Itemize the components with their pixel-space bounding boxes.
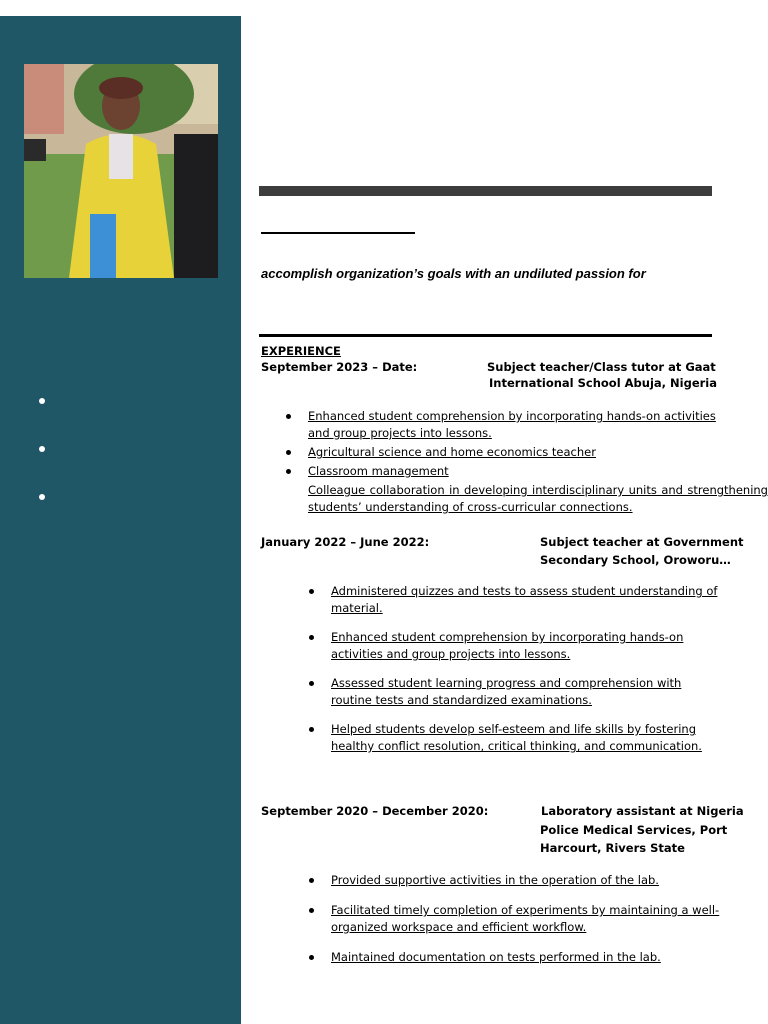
job-dates: September 2020 – December 2020:	[261, 804, 489, 818]
job-bullet-list	[331, 583, 721, 767]
job-title: International School Abuja, Nigeria	[489, 376, 718, 390]
list-item: Assessed student learning progress and comprehension with routine tests and standardized examinations.	[331, 675, 721, 709]
profile-photo	[24, 64, 218, 278]
experience-heading: EXPERIENCE	[261, 344, 341, 358]
header-divider-short	[261, 232, 415, 234]
list-item: Maintained documentation on tests performed in the lab.	[331, 949, 723, 966]
job-bullet-list	[331, 872, 723, 979]
job-title: Laboratory assistant at Nigeria	[541, 804, 744, 818]
list-item: Classroom management	[308, 463, 768, 480]
bullet-dot-icon	[39, 446, 45, 452]
job-title: Police Medical Services, Port	[540, 823, 728, 837]
job-title: Secondary School, Oroworu…	[540, 553, 731, 567]
job-bullet-list	[308, 408, 768, 518]
job-title: Subject teacher at Government	[540, 535, 744, 549]
list-item: Enhanced student comprehension by incorporating hands-on activities and group projects into lessons.	[331, 629, 721, 663]
list-item: Facilitated timely completion of experiments by maintaining a well-organized workspace and efficient workflow.	[331, 902, 723, 936]
list-item: Helped students develop self-esteem and life skills by fostering healthy conflict resolution, critical thinking, and communication.	[331, 721, 721, 755]
job-title: Harcourt, Rivers State	[540, 841, 685, 855]
list-item: Administered quizzes and tests to assess student understanding of material.	[331, 583, 721, 617]
summary-tagline: accomplish organization’s goals with an undiluted passion for	[261, 266, 646, 281]
list-item: Provided supportive activities in the operation of the lab.	[331, 872, 723, 889]
job-dates: September 2023 – Date:	[261, 360, 418, 374]
section-divider	[259, 334, 712, 337]
header-divider-thick	[259, 186, 712, 196]
bullet-dot-icon	[39, 398, 45, 404]
list-item: Agricultural science and home economics teacher	[308, 444, 768, 461]
job-title: Subject teacher/Class tutor at Gaat	[487, 360, 716, 374]
list-item: Enhanced student comprehension by incorporating hands-on activities and group projects into lessons.	[308, 408, 718, 442]
list-item: Colleague collaboration in developing interdisciplinary units and strengthening students’ understanding of cross-curricular connections.	[308, 483, 768, 514]
bullet-dot-icon	[39, 494, 45, 500]
sidebar	[0, 16, 241, 1024]
job-dates: January 2022 – June 2022:	[261, 535, 430, 549]
